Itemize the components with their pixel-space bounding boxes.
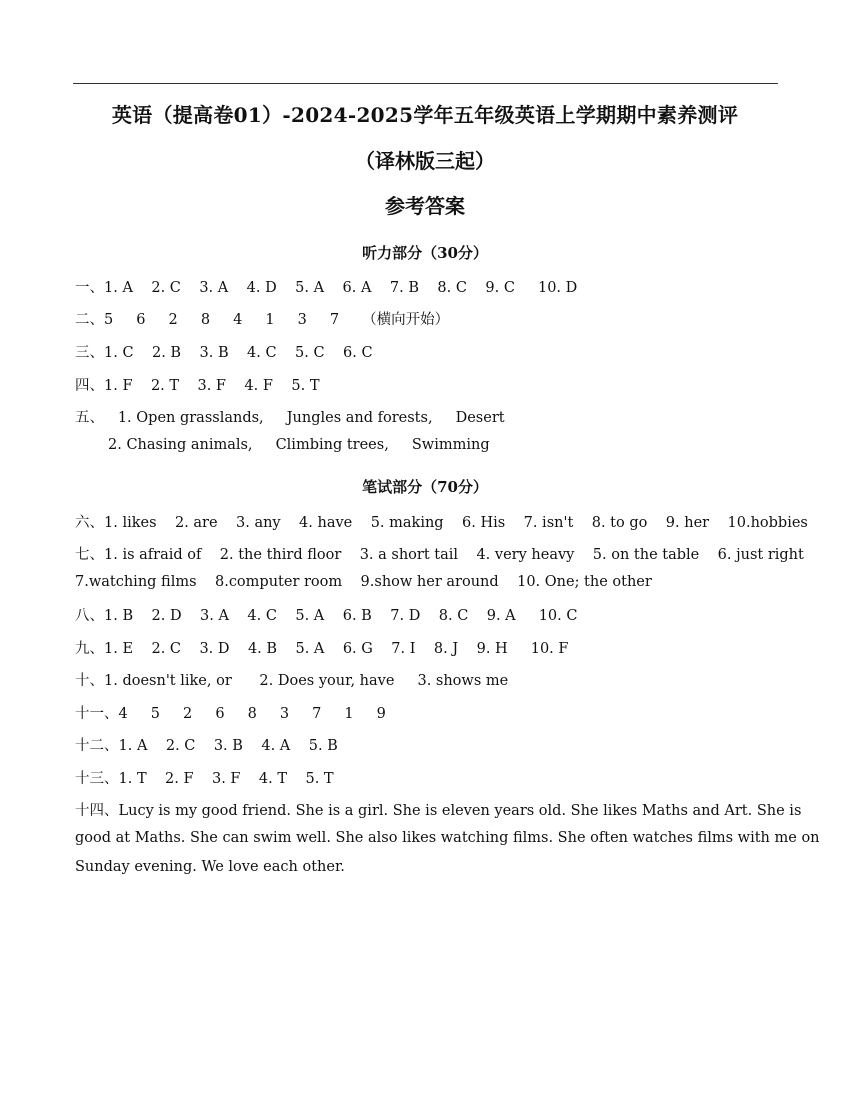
listening-section-heading: 听力部分（30分） [362,244,488,262]
answer-line-q4: 四、1. F 2. T 3. F 4. F 5. T [75,378,320,394]
answer-line-q7-part2: 7.watching films 8.computer room 9.show her around 10. One; the other [75,574,652,590]
answer-line-q5-part2: 2. Chasing animals, Climbing trees, Swimming [108,437,490,453]
answer-line-q3: 三、1. C 2. B 3. B 4. C 5. C 6. C [75,345,373,361]
answer-line-q6: 六、1. likes 2. are 3. any 4. have 5. making 6. His 7. isn't 8. to go 9. her 10.hobbies [75,515,808,531]
writing-section-heading: 笔试部分（70分） [362,478,488,496]
answer-line-q1: 一、1. A 2. C 3. A 4. D 5. A 6. A 7. B 8. C 9. C 10. D [75,280,578,296]
answer-line-q8: 八、1. B 2. D 3. A 4. C 5. A 6. B 7. D 8. C 9. A 10. C [75,608,578,624]
answer-key-heading: 参考答案 [385,194,465,218]
answer-line-q11: 十一、4 5 2 6 8 3 7 1 9 [75,706,386,722]
answer-line-q14-part3: Sunday evening. We love each other. [75,859,345,875]
answer-line-q13: 十三、1. T 2. F 3. F 4. T 5. T [75,771,334,787]
answer-line-q10: 十、1. doesn't like, or 2. Does your, have 3. shows me [75,673,509,689]
answer-line-q7-part1: 七、1. is afraid of 2. the third floor 3. a short tail 4. very heavy 5. on the table 6. just right [75,547,804,563]
answer-line-q14-part1: 十四、Lucy is my good friend. She is a girl. She is eleven years old. She likes Maths and Art. She is [75,803,802,819]
answer-line-q14-part2: good at Maths. She can swim well. She also likes watching films. She often watches films with me on [75,830,820,846]
header-rule [73,83,778,84]
answer-line-q2: 二、5 6 2 8 4 1 3 7 （横向开始） [75,312,450,328]
document-title: 英语（提高卷01）-2024-2025学年五年级英语上学期期中素养测评 [111,103,739,127]
answer-line-q12: 十二、1. A 2. C 3. B 4. A 5. B [75,738,338,754]
answer-line-q5-part1: 五、 1. Open grasslands, Jungles and forests, Desert [75,410,505,426]
document-subtitle: （译林版三起） [355,149,495,173]
answer-line-q9: 九、1. E 2. C 3. D 4. B 5. A 6. G 7. I 8. J 9. H 10. F [75,641,569,657]
